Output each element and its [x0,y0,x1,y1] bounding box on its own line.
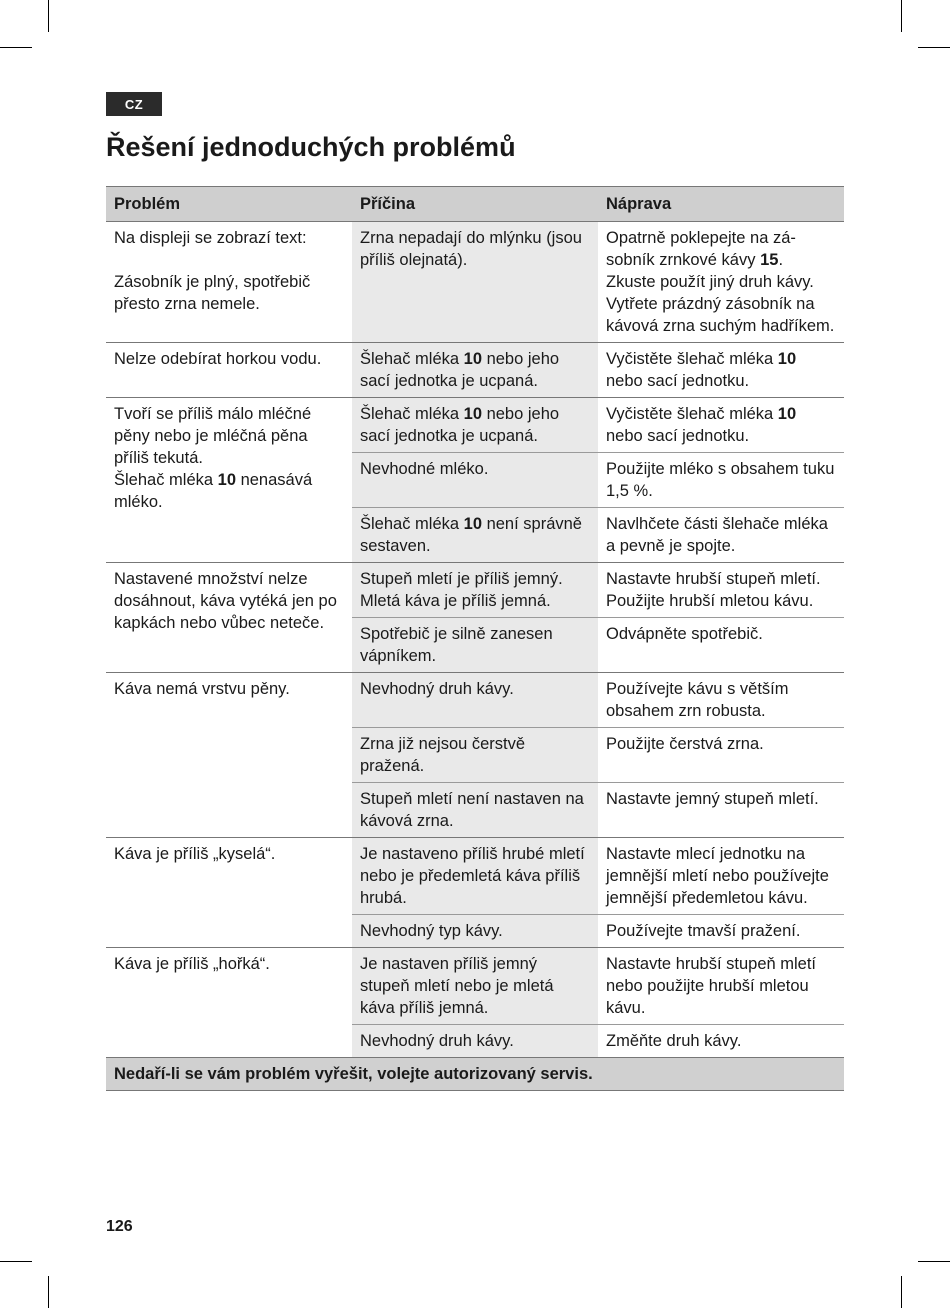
remedy-text: Opatrně poklepejte na zásobník zrnkové kávy [606,229,796,269]
cause-cell: Nevhodné mléko. [352,453,598,508]
cause-cell: Nevhodný typ kávy. [352,915,598,948]
cause-cell: Nevhodný druh kávy. [352,673,598,728]
remedy-cell [598,343,844,398]
language-badge: CZ [106,92,162,116]
part-number: 10 [463,350,482,368]
remedy-text: . Zkuste použít jiný druh kávy. Vytřete prázdný zásobník na kávová zrna suchým hadříkem. [606,251,835,335]
cause-cell: Zrna nepadají do mlýnku (jsou příliš olejnatá). [352,222,598,343]
problem-cell: Káva je příliš „hořká“. [106,948,352,1058]
cause-cell: Stupeň mletí je příliš jemný. Mletá káva je příliš jemná. [352,563,598,618]
remedy-cell [598,222,844,343]
remedy-cell: Používejte kávu s větším obsahem zrn robusta. [598,673,844,728]
table-row [106,398,844,453]
table-footer-row [106,1058,844,1091]
header-cause: Příčina [352,187,598,222]
crop-mark [0,1261,32,1262]
problem-text: nenasává mléko. [114,471,313,511]
remedy-cell: Použijte čerstvá zrna. [598,728,844,783]
table-row [106,222,844,343]
problem-text: Šlehač mléka [114,471,218,489]
cause-cell [352,343,598,398]
crop-mark [918,1261,950,1262]
cause-cell [352,508,598,563]
cause-cell: Je nastaven příliš jemný stupeň mletí nebo je mletá káva příliš jemná. [352,948,598,1025]
part-number: 15 [760,251,779,269]
cause-cell: Stupeň mletí není nastaven na kávová zrna. [352,783,598,838]
table-header-row [106,187,844,222]
remedy-cell: Použijte mléko s obsahem tuku 1,5 %. [598,453,844,508]
remedy-text: Vyčistěte šlehač mléka [606,350,778,368]
table-row [106,673,844,728]
header-problem: Problém [106,187,352,222]
cause-cell: Spotřebič je silně zanesen vápníkem. [352,618,598,673]
crop-mark [918,47,950,48]
remedy-cell: Nastavte hrubší stupeň mletí nebo použijte hrubší mletou kávu. [598,948,844,1025]
problem-cell [106,398,352,563]
page-number: 126 [106,1218,133,1235]
remedy-cell: Nastavte jemný stupeň mletí. [598,783,844,838]
remedy-cell: Používejte tmavší pražení. [598,915,844,948]
cause-cell: Nevhodný druh kávy. [352,1025,598,1058]
cause-text: nebo jeho sací jednotka je ucpaná. [360,350,560,390]
crop-mark [48,0,49,32]
service-note: Nedaří-li se vám problém vyřešit, volejte autorizovaný servis. [106,1058,844,1091]
part-number: 10 [217,471,236,489]
cause-text: Šlehač mléka [360,350,464,368]
remedy-cell: Změňte druh kávy. [598,1025,844,1058]
remedy-cell: Navlhčete části šlehače mléka a pevně je spojte. [598,508,844,563]
part-number: 10 [777,350,797,368]
problem-text: Zásobník je plný, spotřebič přesto zrna nemele. [114,273,311,313]
remedy-cell: Nastavte hrubší stupeň mletí. Použijte hrubší mletou kávu. [598,563,844,618]
problem-cell: Káva je příliš „kyselá“. [106,838,352,948]
cause-cell: Zrna již nejsou čerstvě pražená. [352,728,598,783]
crop-mark [0,47,32,48]
cause-text: nebo jeho sací jednotka je ucpaná. [360,405,560,445]
table-row [106,343,844,398]
remedy-text: Vyčistěte šlehač mléka [606,405,778,423]
crop-mark [48,1276,49,1308]
remedy-cell: Odvápněte spotřebič. [598,618,844,673]
table-row [106,838,844,915]
header-remedy: Náprava [598,187,844,222]
cause-text: Šlehač mléka [360,405,464,423]
problem-text: Tvoří se příliš málo mléčné pěny nebo je mléčná pěna příliš tekutá. [114,405,312,467]
remedy-cell: Nastavte mlecí jednotku na jemnější mletí nebo používejte jemnější předemletou kávu. [598,838,844,915]
troubleshooting-table [106,186,844,1091]
cause-text: není správně sestaven. [360,515,582,555]
crop-mark [901,1276,902,1308]
problem-cell [106,222,352,343]
cause-cell: Je nastaveno příliš hrubé mletí nebo je předemletá káva příliš hrubá. [352,838,598,915]
problem-cell: Nelze odebírat horkou vodu. [106,343,352,398]
table-row [106,563,844,618]
remedy-text: nebo sací jednotku. [606,372,750,390]
remedy-text: nebo sací jednotku. [606,427,750,445]
crop-mark [901,0,902,32]
part-number: 10 [463,405,482,423]
remedy-cell [598,398,844,453]
cause-cell [352,398,598,453]
problem-text: Na displeji se zobrazí text: [114,229,307,247]
part-number: 10 [777,405,797,423]
problem-cell: Nastavené množství nelze dosáhnout, káva vytéká jen po kapkách nebo vůbec neteče. [106,563,352,673]
cause-text: Šlehač mléka [360,515,464,533]
table-row [106,948,844,1025]
part-number: 10 [463,515,482,533]
problem-cell: Káva nemá vrstvu pěny. [106,673,352,838]
page-title: Řešení jednoduchých problémů [106,132,516,162]
